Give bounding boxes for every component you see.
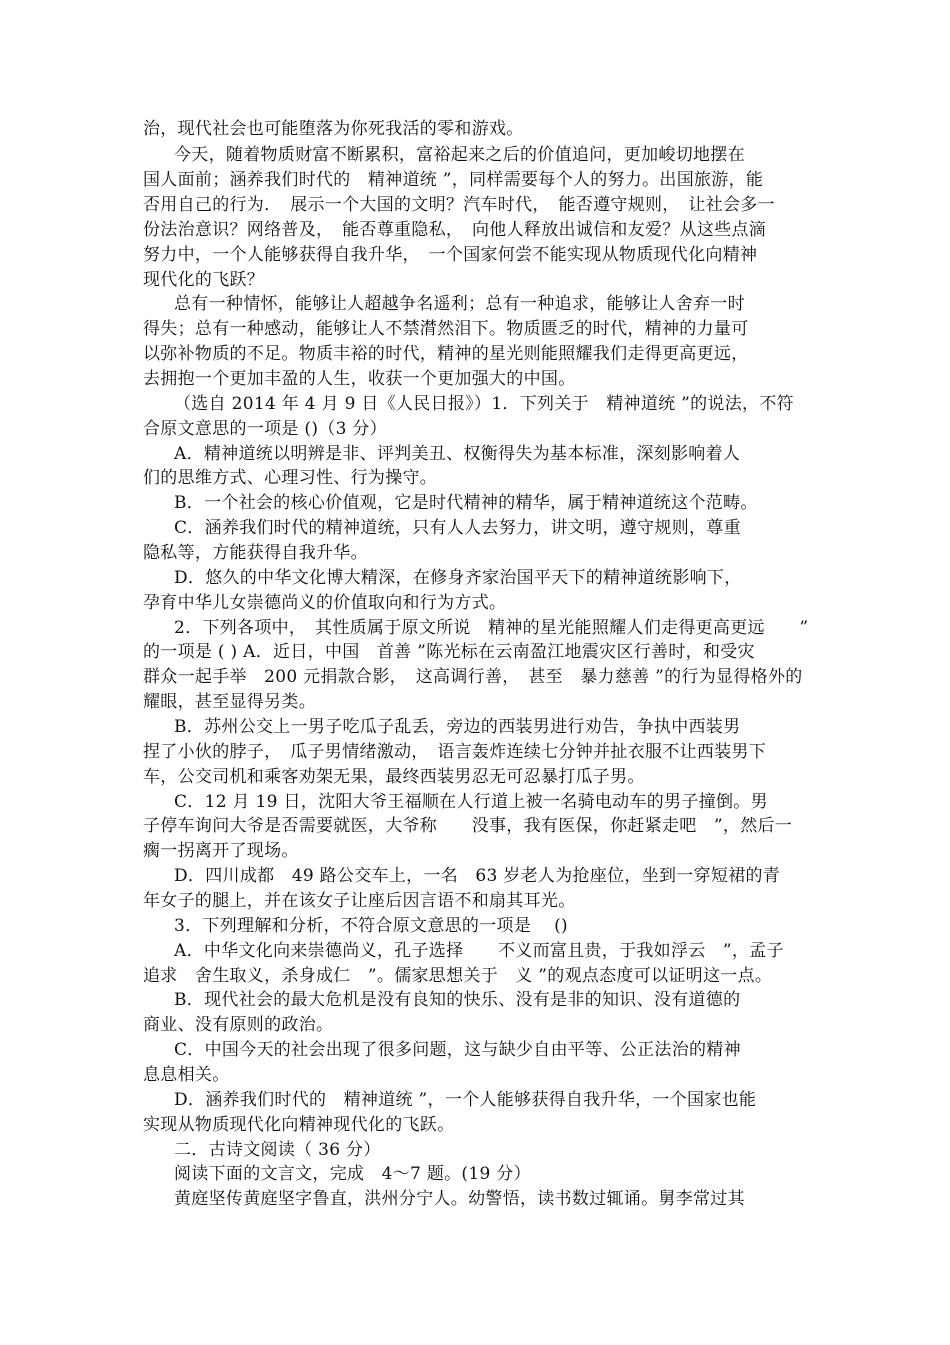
text-line: 否用自己的行为． 展示一个大国的文明？汽车时代， 能否遵守规则， 让社会多一 [143,195,775,215]
text-line: 群众一起手举 200 元捐款合影， 这高调行善， 甚至 暴力慈善 ”的行为显得格外的 [143,667,803,687]
text-line: 捏了小伙的脖子， 瓜子男情绪激动， 语言轰炸连续七分钟并扯衣服不让西装男下 [143,742,767,762]
text-line: 以弥补物质的不足。物质丰裕的时代，精神的星光则能照耀我们走得更高更远， [143,344,749,364]
text-line: 实现从物质现代化向精神现代化的飞跃。 [143,1115,455,1135]
text-line: 得失；总有一种感动，能够让人不禁潸然泪下。物质匮乏的时代，精神的力量可 [143,319,749,339]
section-heading: 二．古诗文阅读（ 36 分） [174,1140,381,1160]
text-line: 治，现代社会也可能堕落为你死我活的零和游戏。 [143,119,524,139]
text-line: 息息相关。 [143,1065,230,1085]
text-line: 现代化的飞跃？ [143,270,265,290]
text-line: C．涵养我们时代的精神道统，只有人人去努力，讲文明，遵守规则，尊重 [174,518,741,538]
text-line: 阅读下面的文言文，完成 4～7 题。(19 分） [174,1164,531,1184]
text-line: 们的思维方式、心理习性、行为操守。 [143,468,438,488]
text-line: 孕育中华儿女崇德尚义的价值取向和行为方式。 [143,593,507,613]
text-line: 合原文意思的一项是 ()（3 分） [143,419,387,439]
text-line: 隐私等，方能获得自我升华。 [143,543,368,563]
text-line: B．现代社会的最大危机是没有良知的快乐、没有是非的知识、没有道德的 [174,990,741,1010]
text-line: 车，公交司机和乘客劝架无果，最终西装男忍无可忍暴打瓜子男。 [143,767,645,787]
text-line: 去拥抱一个更加丰盈的人生，收获一个更加强大的中国。 [143,369,576,389]
text-line: 努力中，一个人能够获得自我升华， 一个国家何尝不能实现从物质现代化向精神 [143,245,758,265]
text-line: 耀眼，甚至显得另类。 [143,692,316,712]
text-line: A．中华文化向来崇德尚义，孔子选择 不义而富且贵，于我如浮云 ”，孟子 [174,941,784,961]
text-line: 2．下列各项中， 其性质属于原文所说 精神的星光能照耀人们走得更高更远 ” [174,618,809,638]
text-line: B．一个社会的核心价值观，它是时代精神的精华，属于精神道统这个范畴。 [174,493,758,513]
text-line: 3．下列理解和分析，不符合原文意思的一项是 () [174,916,568,936]
text-line: （选自 2014 年 4 月 9 日《人民日报》）1．下列关于 精神道统 ”的说法，不符 [174,394,794,414]
text-line: 今天，随着物质财富不断累积，富裕起来之后的价值追问，更加峻切地摆在 [174,145,745,165]
text-line: C．12 月 19 日，沈阳大爷王福顺在人行道上被一名骑电动车的男子撞倒。男 [174,792,768,812]
text-line: 的一项是 ( ) A．近日，中国 首善 ”陈光标在云南盈江地震灾区行善时，和受灾 [143,642,755,662]
text-line: C．中国今天的社会出现了很多问题，这与缺少自由平等、公正法治的精神 [174,1040,741,1060]
text-line: 瘸一拐离开了现场。 [143,841,299,861]
text-line: 份法治意识？网络普及， 能否尊重隐私， 向他人释放出诚信和友爱？从这些点滴 [143,220,767,240]
text-line: D．悠久的中华文化博大精深，在修身齐家治国平天下的精神道统影响下， [174,568,742,588]
text-line: 商业、没有原则的政治。 [143,1015,334,1035]
text-line: D．涵养我们时代的 精神道统 ”，一个人能够获得自我升华，一个国家也能 [174,1090,757,1110]
text-line: B．苏州公交上一男子吃瓜子乱丢，旁边的西装男进行劝告，争执中西装男 [174,717,741,737]
text-line: 国人面前；涵养我们时代的 精神道统 ”，同样需要每个人的努力。出国旅游，能 [143,170,764,190]
text-line: 年女子的腿上，并在该女子让座后因言语不和扇其耳光。 [143,891,576,911]
text-line: 子停车询问大爷是否需要就医，大爷称 没事，我有医保，你赶紧走吧 ”，然后一 [143,816,793,836]
text-line: D．四川成都 49 路公交车上，一名 63 岁老人为抢座位，坐到一穿短裙的青 [174,866,781,886]
text-line: 追求 舍生取义，杀身成仁 ”。儒家思想关于 义 ”的观点态度可以证明这一点。 [143,966,773,986]
text-line: A．精神道统以明辨是非、评判美丑、权衡得失为基本标准，深刻影响着人 [174,444,741,464]
text-line: 总有一种情怀，能够让人超越争名遥利；总有一种追求，能够让人舍弃一时 [174,294,745,314]
text-line: 黄庭坚传黄庭坚字鲁直，洪州分宁人。幼警悟，读书数过辄诵。舅李常过其 [174,1189,745,1209]
